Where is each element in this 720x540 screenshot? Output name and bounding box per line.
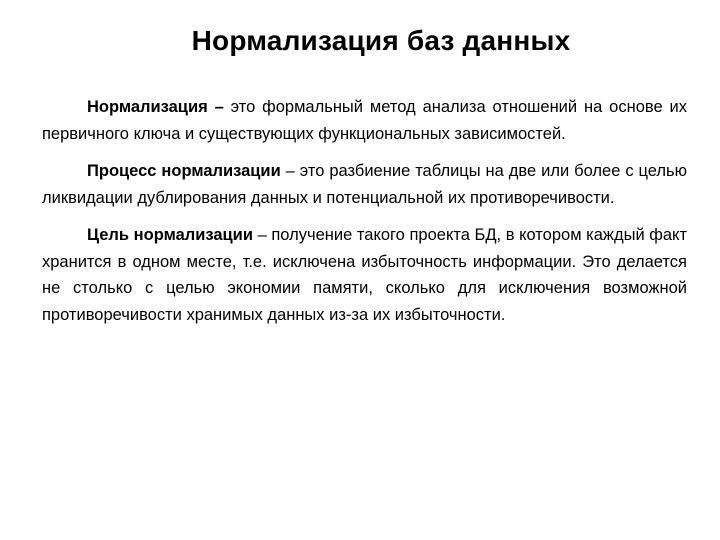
paragraph-normalization-goal — [42, 222, 687, 328]
paragraph-text-normalization: это формальный метод анализа отношений на основе их первичного ключа и существующих функциональных зависимостей. — [42, 98, 687, 143]
paragraph-text-process: – это разбиение таблицы на две или более с целью ликвидации дублирования данных и потенциальной их противоречивости. — [42, 162, 688, 207]
paragraph-text-goal: – получение такого проекта БД, в котором каждый факт хранится в одном месте, т.е. исключена избыточность информации. Это делается не столько с целью экономии памяти, сколько для исключения возможной противоречивости хранимых данных из-за их избыточности. — [42, 226, 687, 324]
paragraph-lead-process: Процесс нормализации — [87, 162, 281, 180]
slide-body — [42, 94, 687, 328]
paragraph-lead-normalization: Нормализация – — [87, 98, 224, 116]
paragraph-normalization-definition — [42, 94, 687, 147]
paragraph-normalization-process — [42, 158, 687, 211]
slide-title: Нормализация баз данных — [191, 25, 571, 56]
paragraph-lead-goal: Цель нормализации — [87, 226, 253, 244]
